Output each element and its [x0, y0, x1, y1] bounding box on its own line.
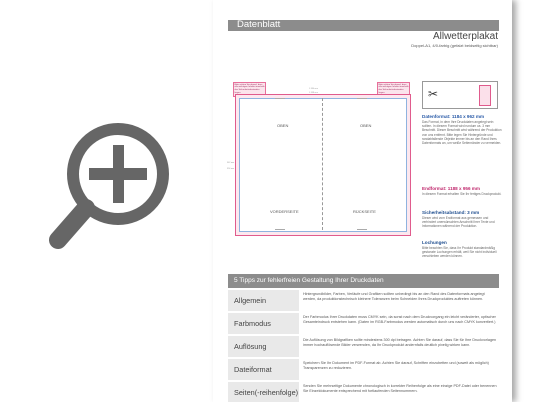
- hole-mark: [275, 98, 285, 99]
- hole-mark: [275, 229, 285, 230]
- info-heading: Datenformat: 1184 x 962 mm: [422, 114, 485, 119]
- dimension-label: 956 mm: [227, 168, 235, 170]
- hole-mark: [357, 229, 367, 230]
- tips-row: [228, 336, 499, 357]
- info-endformat: [422, 186, 502, 196]
- hole-mark: [357, 98, 367, 99]
- info-text: In diesem Format erhalten Sie Ihr fertiges Druckprodukt.: [422, 192, 502, 196]
- info-heading: Lochungen: [422, 240, 447, 245]
- zoom-in-icon[interactable]: [46, 112, 176, 262]
- tips-row-text: Hintergrundbilder, Farben, Verläufe und Grafiken sollten unbedingt bis an den Rand des Datenformats angelegt werden, da produktionstechnisch kleinere Toleranzen beim Schneiden Ihres Druckproduktes auftreten können.: [303, 292, 485, 301]
- template-note: Bitte achten Sie darauf, dass alle wichtigen Inhalte innerhalb des Sicherheitsabstandes liegen.: [233, 82, 266, 97]
- sample-swatch: [479, 85, 491, 106]
- tips-row-text: Speichern Sie Ihr Dokument im PDF-Format ab. Achten Sie darauf, Schriften einzubetten und (soweit als möglich) Transparenzen zu reduzieren.: [303, 361, 489, 370]
- print-template-diagram: [227, 74, 417, 252]
- tips-row: [228, 290, 499, 311]
- dimension-label: 1.184 mm: [309, 88, 318, 90]
- panel-label: OBEN: [360, 123, 372, 128]
- product-title: Allwetterplakat: [432, 31, 498, 42]
- info-lochungen: [422, 240, 502, 259]
- info-heading: Endformat: 1188 x 956 mm: [422, 186, 480, 191]
- panel-label: VORDERSEITE: [270, 209, 299, 214]
- tips-row-text: Der Farbmodus Ihrer Druckdaten muss CMYK sein, da sonst nach dem Druckvorgang ein leicht veränderter, optischer Gesamteindruck entstehen kann. (Daten im RGB-Farbmodus werden automatisch durch uns nach CMYK konvertiert.): [303, 315, 496, 324]
- product-subtitle: Doppel-A1, 4/0-farbig (gefalzt beidseitig sichtbar): [411, 43, 498, 48]
- tips-row-label: Farbmodus: [228, 313, 299, 334]
- tips-row-text: Senden Sie mehrseitige Dokumente chronologisch in korrekter Reihenfolge als eine einzige PDF-Datei oder benennen Sie Einzeldokumente entsprechend mit fortlaufenden Seitennummern.: [303, 384, 497, 393]
- fold-line: [322, 98, 323, 230]
- info-text: Dieser wird vom Endformat aus gemessen und verhindert unerwünschten Anschnitt Ihrer Texte und Informationen während der Produktion.: [422, 216, 495, 229]
- info-heading: Sicherheitsabstand: 3 mm: [422, 210, 480, 215]
- tips-heading: 5 Tipps zur fehlerfreien Gestaltung Ihrer Druckdaten: [228, 274, 499, 288]
- tips-row-label: Dateiformat: [228, 359, 299, 380]
- panel-label: RÜCKSEITE: [353, 209, 376, 214]
- tips-row-text: Die Auflösung von Bildgrafiken sollte mindestens 300 dpi betragen. Achten Sie darauf, dass Sie für Ihre Druckvorlagen immer hochauflösende Bilder verwenden, da Ihr Druckprodukt andernfalls deutlich pixelig wirken kann.: [303, 338, 497, 347]
- datasheet-page: [213, 0, 512, 402]
- scissors-icon: ✂: [428, 87, 439, 101]
- tips-section: [228, 274, 499, 402]
- tips-row: [228, 382, 499, 402]
- tips-row: [228, 359, 499, 380]
- info-text: Bitte beachten Sie, dass Ihr Produkt standardmäßig gestanzte Lochungen erhält, weil Sie nicht individuell verschieben werden können.: [422, 246, 497, 259]
- template-note: Bitte achten Sie darauf, dass alle wichtigen Inhalte innerhalb des Sicherheitsabstandes liegen.: [377, 82, 410, 97]
- tips-row-label: Allgemein: [228, 290, 299, 311]
- panel-label: OBEN: [277, 123, 289, 128]
- dimension-label: 962 mm: [227, 162, 235, 164]
- dimension-label: 1.188 mm: [309, 92, 318, 94]
- tips-row-label: Auflösung: [228, 336, 299, 357]
- sheet-header-bar: [228, 20, 499, 31]
- info-sicherheitsabstand: [422, 210, 502, 229]
- end-format-frame: [239, 98, 407, 232]
- tips-row: [228, 313, 499, 334]
- legend-box: [422, 81, 498, 109]
- tips-row-label: Seiten(-reihenfolge): [228, 382, 299, 402]
- info-datenformat: [422, 114, 502, 145]
- info-text: Das Format, in dem Ihre Druckdaten angelegt sein sollten. In diesem Format wird rundum ca. 3 mm Beschnitt. Dieser Beschnitt wird während der Produktion von uns entfernt. Bitte legen Sie Hintergründe und randabfallende Objekte immer bis an den Rand Ihres Datenformats an, um weiße Seitenränder zu vermeiden.: [422, 120, 502, 146]
- sheet-header-label: Datenblatt: [237, 19, 281, 30]
